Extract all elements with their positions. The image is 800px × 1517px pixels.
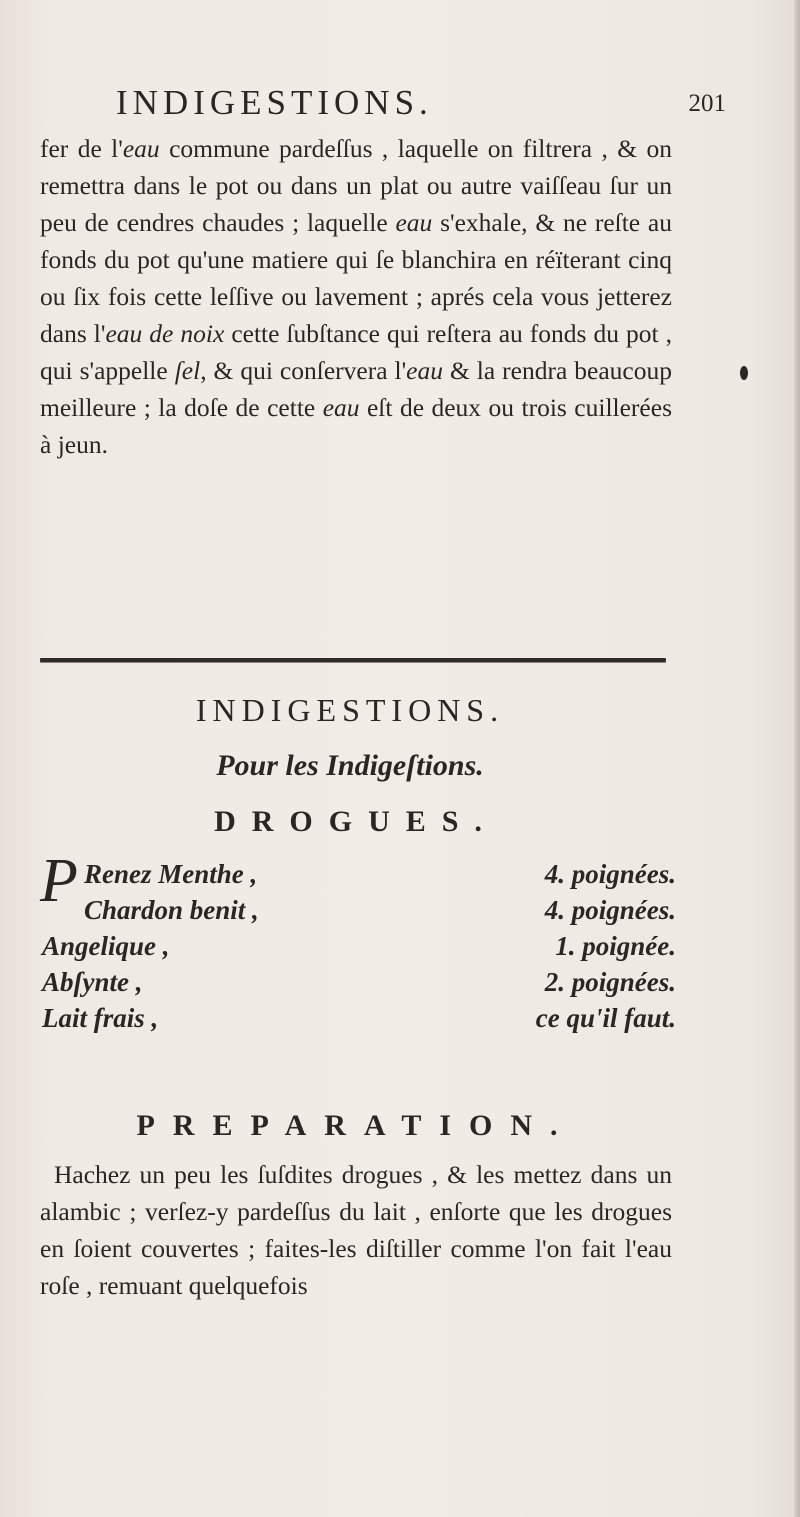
section-divider-rule xyxy=(40,658,666,662)
ingredient-quantity: 1. poignée. xyxy=(555,931,676,961)
paragraph-text xyxy=(40,130,672,463)
ingredient-name: Lait frais , xyxy=(42,1003,159,1033)
text-run: eſt de deux ou trois cuillerées à jeun. xyxy=(40,393,672,459)
text-run: & la rendra beaucoup meilleure ; la doſe de cette xyxy=(40,356,672,422)
ink-blot xyxy=(740,366,748,380)
ingredient-quantity: 4. poignées. xyxy=(544,895,676,925)
ingredient-name: Angelique , xyxy=(42,931,170,961)
page-edge-shadow xyxy=(794,0,800,1517)
text-run: s'exhale, & ne reſte au fonds du pot qu'une matiere qui ſe blanchira en réïterant cinq ou ſix fois cette leſſive ou lavement ; aprés cela vous jetterez dans l' xyxy=(40,208,672,348)
preparation-text: Hachez un peu les ſuſdites drogues , & les mettez dans un alambic ; verſez-y pardeſſus du lait , enſorte que les drogues en ſoient couvertes ; faites-les diſtiller comme l'on fait l'eau roſe , remuant quelquefois xyxy=(40,1160,672,1300)
ingredients-heading: DROGUES. xyxy=(214,805,498,838)
ingredient-quantity: 4. poignées. xyxy=(544,859,676,889)
running-title: INDIGESTIONS. xyxy=(116,83,433,122)
page-header xyxy=(116,78,726,128)
text-run: commune pardeſſus , laquelle on filtrera , & on remettra dans le pot ou dans un plat ou autre vaiſſeau ſur un peu de cendres chaudes ; laquelle xyxy=(40,134,672,237)
preparation-paragraph xyxy=(40,1156,672,1304)
section-title: INDIGESTIONS. xyxy=(195,692,505,728)
italic-run: eau xyxy=(406,356,443,385)
ingredient-row xyxy=(40,892,676,928)
ingredient-quantity: ce qu'il faut. xyxy=(535,1003,676,1033)
ingredient-row xyxy=(40,928,676,964)
italic-run: eau xyxy=(322,393,360,422)
ingredient-row xyxy=(40,1000,676,1036)
text-run: , & qui conſervera l' xyxy=(200,356,407,385)
ingredient-quantity: 2. poignées. xyxy=(544,967,676,997)
ingredient-row xyxy=(40,856,676,892)
drop-cap: P xyxy=(40,847,78,915)
italic-run: eau de noix xyxy=(105,319,225,348)
italic-run: eau xyxy=(122,134,160,163)
page-number: 201 xyxy=(688,90,726,117)
ingredient-name: Abſynte , xyxy=(42,967,143,997)
continued-paragraph xyxy=(40,130,672,463)
recipe-subtitle: Pour les Indigeſtions. xyxy=(216,749,484,782)
ingredient-name: Chardon benit , xyxy=(84,895,259,925)
italic-run: eau xyxy=(395,208,433,237)
italic-run: ſel xyxy=(174,356,201,385)
preparation-heading: PREPARATION. xyxy=(136,1109,576,1142)
text-run: fer de l' xyxy=(40,134,123,163)
ingredient-list xyxy=(40,847,676,1036)
ingredient-name: Renez Menthe , xyxy=(84,859,258,889)
ingredient-row xyxy=(40,964,676,1000)
text-run: cette ſubſtance qui reſtera au fonds du pot , qui s'appelle xyxy=(40,319,672,385)
